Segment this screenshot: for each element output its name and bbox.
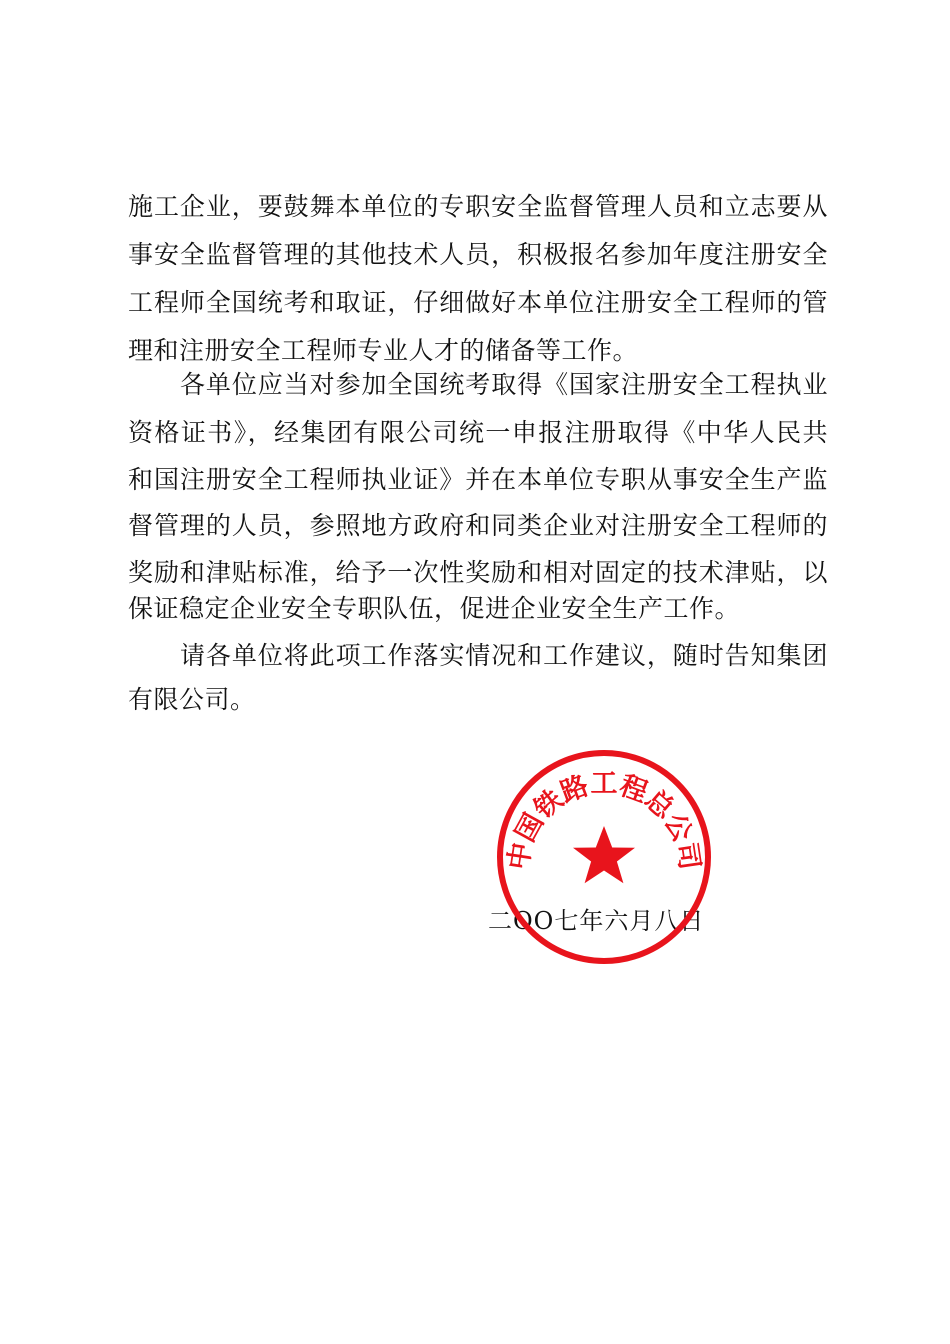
document-date: 二OO七年六月八日 [488,907,705,935]
paragraph-1-line-3: 工程师全国统考和取证，仔细做好本单位注册安全工程师的管 [128,288,828,317]
paragraph-2-line-1: 各单位应当对参加全国统考取得《国家注册安全工程执业 [180,370,828,399]
paragraph-1-line-4: 理和注册安全工程师专业人才的储备等工作。 [128,336,639,365]
paragraph-3-line-1: 请各单位将此项工作落实情况和工作建议，随时告知集团 [180,641,828,670]
paragraph-1-line-2: 事安全监督管理的其他技术人员，积极报名参加年度注册安全 [128,240,828,269]
paragraph-2-line-6: 保证稳定企业安全专职队伍，促进企业安全生产工作。 [128,594,741,623]
paragraph-2-line-5: 奖励和津贴标准，给予一次性奖励和相对固定的技术津贴，以 [128,558,828,587]
paragraph-1-line-1: 施工企业，要鼓舞本单位的专职安全监督管理人员和立志要从 [128,192,828,221]
paragraph-2-line-4: 督管理的人员，参照地方政府和同类企业对注册安全工程师的 [128,511,828,540]
paragraph-2-line-3: 和国注册安全工程师执业证》并在本单位专职从事安全生产监 [128,465,828,494]
seal-text: 中国铁路工程总公司 [503,768,705,872]
star-icon [573,826,635,883]
official-seal [495,748,713,966]
paragraph-3-line-2: 有限公司。 [128,685,256,714]
paragraph-2-line-2: 资格证书》，经集团有限公司统一申报注册取得《中华人民共 [128,418,828,447]
